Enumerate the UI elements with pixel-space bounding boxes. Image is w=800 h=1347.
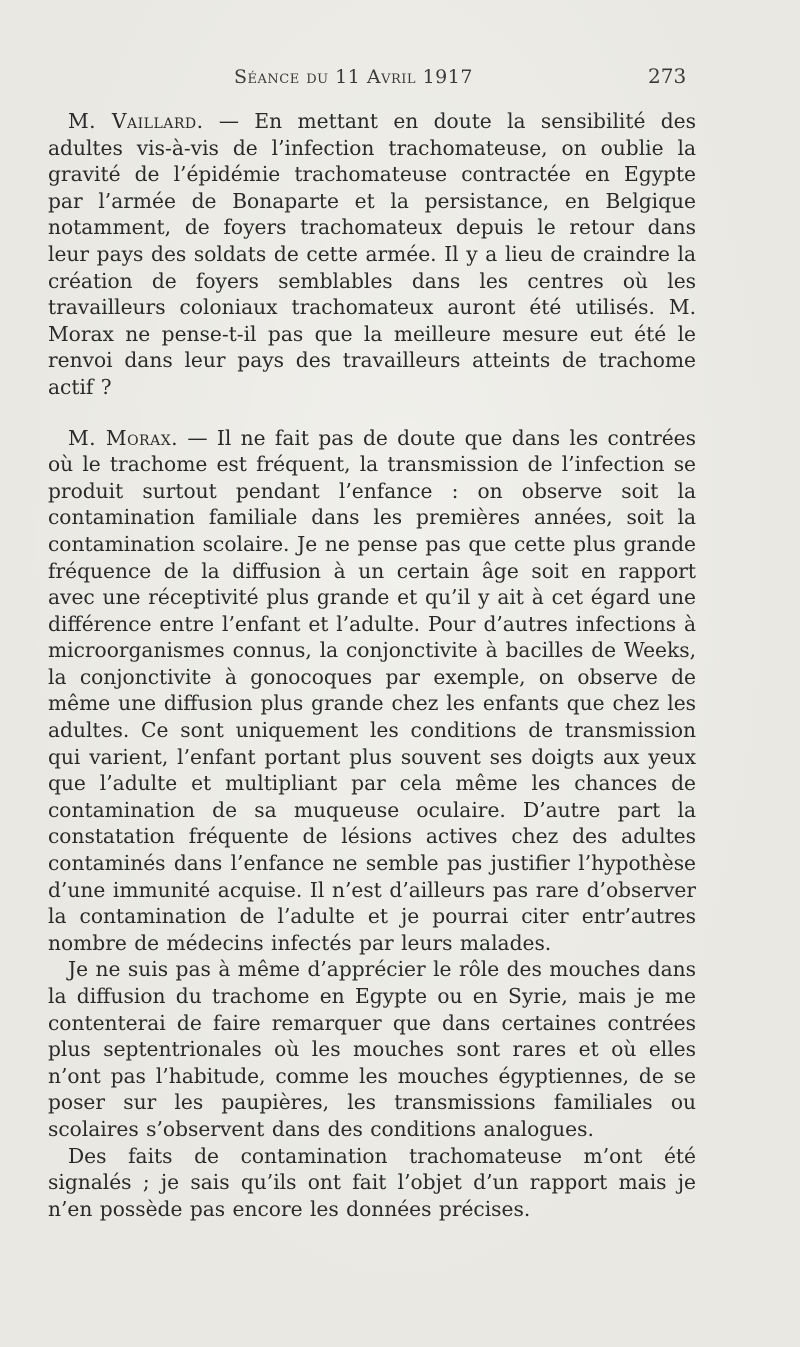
paragraph-contamination — [48, 1143, 696, 1223]
paragraph-vaillard — [48, 108, 696, 401]
page-number: 273 — [648, 64, 687, 88]
paragraph-text: Je ne suis pas à même d’apprécier le rôle des mouches dans la diffusion du trachome en Egypte ou en Syrie, mais je me contenterai de faire remarquer que dans certaines contrées plus septentrionales où les mouches sont rares et où elles n’ont pas l’habitude, comme les mouches égyptiennes, de se poser sur les paupières, les transmissions familiales ou scolaires s’observent dans des conditions analogues. — [48, 957, 696, 1141]
speaker-name: M. Vaillard. — [68, 109, 204, 133]
paragraph-text: — Il ne fait pas de doute que dans les contrées où le trachome est fréquent, la transmission de l’infection se produit surtout pendant l’enfance : on observe soit la contamination familiale dans les premières années, soit la contamination scolaire. Je ne pense pas que cette plus grande fréquence de la diffusion à un certain âge soit en rapport avec une réceptivité plus grande et qu’il y ait à cet égard une différence entre l’enfant et l’adulte. Pour d’autres infections à microorganismes connus, la conjonctivite à bacilles de Weeks, la conjonctivite à gonocoques par exemple, on observe de même une diffusion plus grande chez les enfants que chez les adultes. Ce sont uniquement les conditions de transmission qui varient, l’enfant portant plus souvent ses doigts aux yeux que l’adulte et multipliant par cela même les chances de contamination de sa muqueuse oculaire. D’autre part la constatation fréquente de lésions actives chez des adultes contaminés dans l’enfance ne semble pas justifier l’hypothèse d’une immunité acquise. Il n’est d’ailleurs pas rare d’observer la contamination de l’adulte et je pourrai citer entr’autres nombre de médecins infectés par leurs malades. — [48, 425, 696, 955]
paragraph-text: — En mettant en doute la sensibilité des adultes vis-à-vis de l’infection trachomateuse, on oublie la gravité de l’épidémie trachomateuse contractée en Egypte par l’armée de Bonaparte et la persistance, en Belgique notamment, de foyers trachomateux depuis le retour dans leur pays des soldats de cette armée. Il y a lieu de craindre la création de foyers semblables dans les centres où les travailleurs coloniaux trachomateux auront été utilisés. M. Morax ne pense-t-il pas que la meilleure mesure eut été le renvoi dans leur pays des travailleurs atteints de trachome actif ? — [48, 109, 696, 399]
paragraph-text: Des faits de contamination trachomateuse m’ont été signalés ; je sais qu’ils ont fait l’objet d’un rapport mais je n’en possède pas encore les données précises. — [48, 1143, 696, 1221]
speaker-name: M. Morax. — [68, 425, 179, 450]
body-text — [48, 108, 696, 1222]
running-title: Séance du 11 Avril 1917 — [234, 66, 473, 88]
paragraph-mouches — [48, 956, 696, 1142]
paragraph-morax — [48, 425, 696, 957]
page-header — [0, 62, 800, 92]
